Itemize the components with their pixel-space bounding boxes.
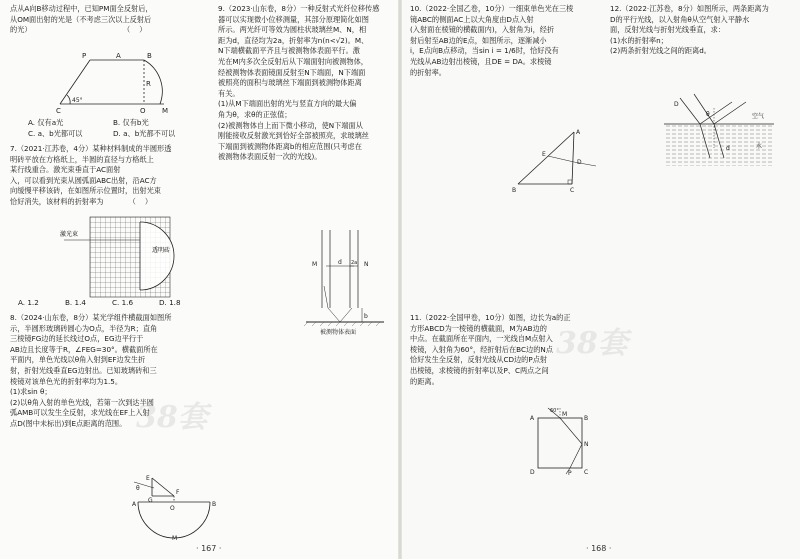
q7-line: 向缓慢平移该砖，在如图所示位置时，出射光束 <box>10 186 161 196</box>
q7-option-b: B. 1.4 <box>65 298 86 307</box>
q12-line: D的平行光线，以入射角θ从空气射入平静水 <box>610 14 750 24</box>
q9-line: (1)从M下端面出射的光与竖直方向的最大偏 <box>218 99 357 109</box>
q6-line: 点从A向B移动过程中，已知PM面全反射后， <box>10 4 153 13</box>
q6-options <box>28 118 208 139</box>
q11-label-angle: 60° <box>550 408 559 414</box>
q9-label-d: d <box>338 259 342 266</box>
q11-line: 出棱镜，求棱镜的折射率以及P、C两点之间 <box>410 365 549 375</box>
q7-option-a: A. 1.2 <box>18 298 39 307</box>
q6-label-angle: 45° <box>72 97 83 104</box>
q6-label-O: O <box>140 107 146 115</box>
q11-line: 11.（2022·全国甲卷，10分）如图，边长为a的正 <box>410 313 571 322</box>
q11-line: 中点。在截面所在平面内，一光线自M点射入 <box>410 334 553 344</box>
q8-label-O: O <box>170 505 175 512</box>
q6-label-B: B <box>147 52 152 60</box>
q12-label-d: d <box>726 145 730 152</box>
q9-line: 所示。两光纤可等效为圆柱状玻璃丝M、N，相 <box>218 25 367 35</box>
q6-line: 的光） （ ） <box>10 25 147 35</box>
watermark-left: 38套 <box>136 400 208 435</box>
q12-line: (2)两条折射光线之间的距离d。 <box>610 46 711 56</box>
q7-option-c: C. 1.6 <box>112 298 134 307</box>
q9-label-surface: 被测物体表面 <box>320 329 357 336</box>
q8-label-E: E <box>146 475 150 482</box>
q9-label-M: M <box>312 261 318 268</box>
q12-line: 面，反射光线与折射光线垂直，求： <box>610 25 726 35</box>
q8-line: (2)以θ角入射的单色光线，若第一次到达半圆 <box>10 397 154 407</box>
q6-option-a: A. 仅有a光 <box>28 118 64 127</box>
q9-line: 9.（2023·山东卷，8分）一种反射式光纤位移传感 <box>218 4 380 13</box>
q9-line: 器可以实现微小位移测量，其部分原理简化如图 <box>218 14 369 24</box>
q9-line: 下端面到被测物体距离b的相应范围(只考虑在 <box>218 141 362 151</box>
q10-text <box>410 4 600 78</box>
q6-label-C: C <box>56 107 61 115</box>
q7-line: 明砖平放在方格纸上，半圆的直径与方格纸上 <box>10 154 154 164</box>
q10-line: 射后射至AB边的E点，如图所示，逐渐减小 <box>410 35 547 45</box>
q10-line: (入射面在棱镜的横截面内)，入射角为i，经折 <box>410 25 555 35</box>
q10-label-A: A <box>576 129 581 136</box>
q9-line: 距为d，直径均为2a，折射率为n(n<√2)。M、 <box>218 35 369 45</box>
q8-label-G: G <box>148 497 153 504</box>
q9-label-b: b <box>364 313 368 320</box>
q8-label-B: B <box>212 501 217 508</box>
q11-line: 恰好发生全反射，反射光线从CD边的P点射 <box>410 355 548 365</box>
q9-line: (2)被测物体自上而下微小移动，使N下端面从 <box>218 120 363 130</box>
q8-label-F: F <box>176 489 180 496</box>
q11-label-M: M <box>562 411 568 418</box>
q7-text <box>10 144 210 208</box>
q8-line: AB边且长度等于R，∠FEG=30°。横截面所在 <box>10 344 158 354</box>
q8-label-theta: θ <box>136 485 140 492</box>
q9-line: 有关。 <box>218 88 240 98</box>
q12-text <box>610 4 796 57</box>
q10-label-C: C <box>570 187 575 194</box>
q12-label-D: D <box>674 101 679 108</box>
q9-figure <box>300 226 390 336</box>
q9-line: 经被测物体表面镜面反射至N下端面，N下端面 <box>218 67 366 77</box>
q6-option-b: B. 仅有b光 <box>113 118 149 127</box>
q6-label-A: A <box>116 52 121 60</box>
q7-label-brick: 透明砖 <box>152 247 171 254</box>
q12-label-air: 空气 <box>752 113 765 120</box>
q6-label-M: M <box>162 107 169 115</box>
q11-line: 棱镜，入射角为60°，经折射后在BC边的N点 <box>410 344 553 354</box>
q8-line: 弧AMB可以发生全反射，求光线在EF上入射 <box>10 408 150 418</box>
q12-label-water: 水 <box>756 143 763 150</box>
q7-label-laser: 激光束 <box>60 231 79 238</box>
q10-line: 的折射率。 <box>410 67 446 77</box>
q11-label-N: N <box>584 441 589 448</box>
q9-line: 角为θ，求θ的正弦值； <box>218 109 292 119</box>
q11-label-P: P <box>568 470 572 476</box>
q10-line: 光线从AB边射出棱镜，且DE = DA。求棱镜 <box>410 56 552 66</box>
q9-line: N下端横截面平齐且与被测物体表面平行。激 <box>218 46 360 56</box>
page-number-right: · 168 · <box>586 544 612 553</box>
q8-line: 射，折射光线垂直EG边射出。已知玻璃砖和三 <box>10 365 157 375</box>
q8-label-A: A <box>132 501 137 508</box>
q6-label-R: R <box>146 80 151 88</box>
q9-line: 被测物体表面反射一次的光线)。 <box>218 152 322 162</box>
q9-text <box>218 4 398 163</box>
q10-line: 镜ABC的侧面AC上以大角度由D点入射 <box>410 14 534 24</box>
q12-figure <box>660 88 780 170</box>
q6-line: 从OM面出射的光是（不考虑三次以上反射后 <box>10 14 152 24</box>
q7-line: 入，可以看到光束从圆弧面ABC出射，沿AC方 <box>10 175 157 185</box>
watermark-right: 38套 <box>556 326 628 361</box>
q9-line: 刚能接收反射激光到恰好全部被照亮，求玻璃丝 <box>218 131 369 141</box>
q7-figure <box>60 212 200 302</box>
q10-label-B: B <box>512 187 517 194</box>
q10-line: i，E点向B点移动，当sin i = 1/6时，恰好没有 <box>410 46 559 56</box>
q10-line: 10.（2022·全国乙卷，10分）一细束单色光在三棱 <box>410 4 574 13</box>
q11-figure <box>524 404 604 476</box>
book-gutter <box>398 0 402 559</box>
q10-figure <box>500 126 600 196</box>
q6-option-c: C. a、b光都可以 <box>28 128 83 138</box>
q12-line: 12.（2022·江苏卷，8分）如图所示，两条距离为 <box>610 4 769 13</box>
q11-line: 方形ABCD为一棱镜的横截面，M为AB边的 <box>410 323 547 333</box>
q7-line: 7.（2021·江苏卷，4分）某种材料制成的半圆形透 <box>10 144 172 153</box>
q7-option-d: D. 1.8 <box>159 298 181 307</box>
q11-line: 的距离。 <box>410 376 439 386</box>
q8-label-M: M <box>172 535 178 542</box>
q8-line: (1)求sin θ； <box>10 387 52 397</box>
q6-label-P: P <box>82 52 87 60</box>
q12-label-theta: θ <box>706 111 710 118</box>
q9-line: 光在M内多次全反射后从下端面射向被测物体， <box>218 56 368 66</box>
q7-line: 恰好消失，该材料的折射率为 （ ） <box>10 196 153 206</box>
q8-figure <box>130 472 220 542</box>
q12-line: (1)水的折射率n； <box>610 35 668 45</box>
q6-figure <box>40 38 200 118</box>
q8-line: 棱镜对该单色光的折射率均为1.5。 <box>10 376 123 386</box>
q10-label-D: D <box>577 159 582 166</box>
q7-options <box>18 298 208 309</box>
q11-label-D: D <box>530 469 535 476</box>
q8-line: 8.（2024·山东卷，8分）某光学组件横截面如图所 <box>10 313 172 322</box>
q9-label-2a: 2a <box>351 260 358 266</box>
q8-line: 平面内，单色光线以θ角入射到EF边发生折 <box>10 355 146 365</box>
page-number-left: · 167 · <box>196 544 222 553</box>
q11-label-B: B <box>584 415 589 422</box>
q6-option-d: D. a、b光都不可以 <box>113 128 176 138</box>
q8-line: 点D(图中未标出)到E点距离的范围。 <box>10 418 127 428</box>
q11-label-A: A <box>530 415 535 422</box>
q9-label-N: N <box>364 261 369 268</box>
q11-label-C: C <box>584 469 589 476</box>
q10-label-E: E <box>542 151 546 158</box>
q8-line: 示，半圆形玻璃砖圆心为O点，半径为R；直角 <box>10 323 158 333</box>
q6-continuation <box>10 4 210 36</box>
q9-line: 被照亮的面积与玻璃丝下端面到被测物体距离 <box>218 78 362 88</box>
q8-line: 三棱镜FG边的延长线过O点，EG边平行于 <box>10 334 144 344</box>
q7-line: 某行线重合。激光束垂直于AC面射 <box>10 165 121 175</box>
